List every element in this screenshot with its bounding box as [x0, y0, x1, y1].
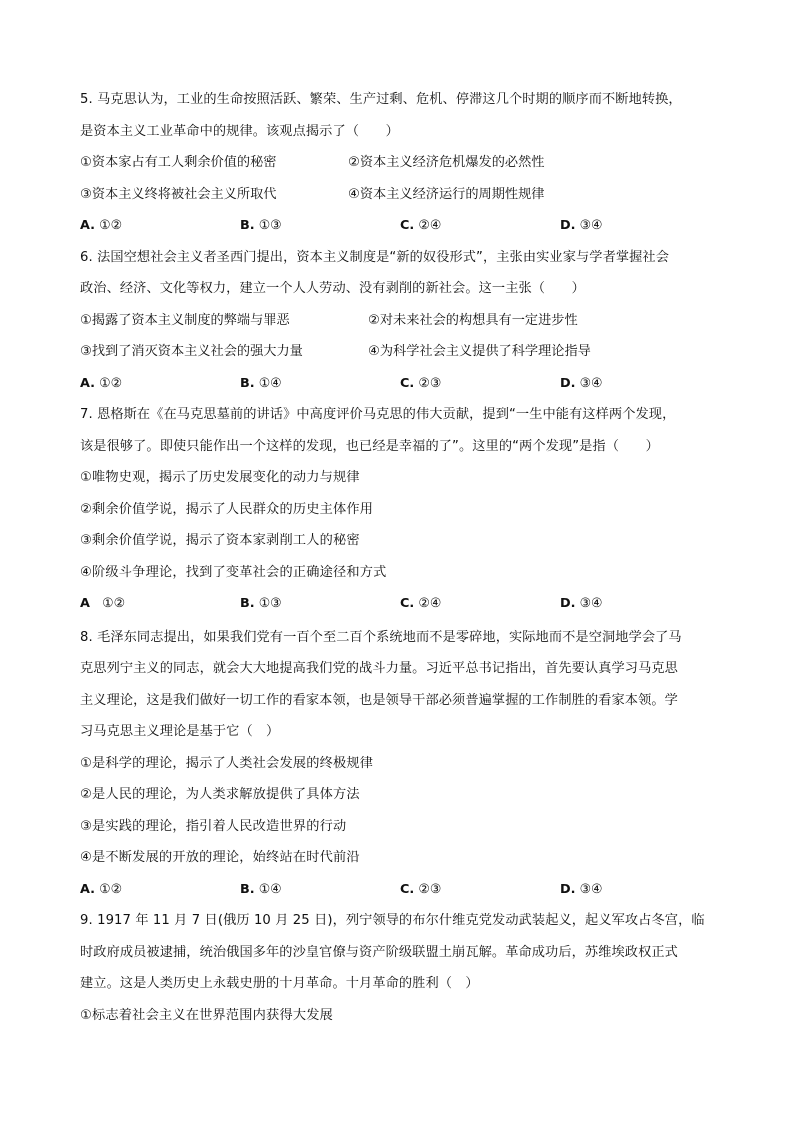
question-stem [80, 622, 720, 748]
stem-line: 习马克思主义理论是基于它（ ） [80, 724, 280, 739]
stem-line: 5. 马克思认为，工业的生命按照活跃、繁荣、生产过剩、危机、停滞这几个时期的顺序而不断地转换， [80, 92, 682, 107]
choice-text: ③④ [579, 596, 603, 611]
answer-choices [80, 210, 720, 242]
choice-letter: B. [240, 881, 255, 897]
question-8 [80, 622, 720, 906]
option-1: ①揭露了资本主义制度的弊端与罪恶 [80, 312, 290, 328]
question-9 [80, 905, 720, 1031]
option-2: ②剩余价值学说，揭示了人民群众的历史主体作用 [80, 501, 374, 517]
choice-c[interactable] [400, 588, 560, 620]
choice-letter: A. [80, 375, 96, 391]
answer-choices [80, 874, 720, 906]
stem-line: 主义理论，这是我们做好一切工作的看家本领，也是领导干部必须普遍掌握的工作制胜的看家本领。学 [80, 692, 678, 708]
choice-text: ③④ [579, 375, 603, 391]
choice-b[interactable] [240, 210, 400, 242]
option-4: ④资本主义经济运行的周期性规律 [348, 186, 545, 202]
choice-text: ①④ [258, 881, 282, 897]
choice-c[interactable] [400, 210, 560, 242]
choice-d[interactable] [560, 588, 720, 620]
choice-text: ①② [99, 375, 123, 391]
option-2: ②是人民的理论，为人类求解放提供了具体方法 [80, 787, 360, 802]
choice-b[interactable] [240, 368, 400, 400]
question-stem [80, 399, 720, 462]
choice-text: ①② [99, 881, 123, 897]
option-1: ①资本家占有工人剩余价值的秘密 [80, 155, 277, 170]
choice-b[interactable] [240, 588, 400, 620]
choice-text: ②④ [418, 596, 442, 611]
choice-text: ③④ [579, 881, 603, 897]
option-3: ③剩余价值学说，揭示了资本家剥削工人的秘密 [80, 533, 360, 548]
stem-line: 6. 法国空想社会主义者圣西门提出，资本主义制度是“新的奴役形式”，主张由实业家与学者掌握社会 [80, 249, 670, 265]
option-1: ①标志着社会主义在世界范围内获得大发展 [80, 1007, 333, 1023]
choice-letter: A. [80, 218, 96, 233]
stem-line: 7. 恩格斯在《在马克思墓前的讲话》中高度评价马克思的伟大贡献，提到“一生中能有这样两个发现， [80, 407, 676, 422]
option-row [80, 179, 720, 211]
exam-page [80, 84, 720, 1031]
option-row [80, 336, 720, 368]
choice-letter: C. [400, 218, 415, 233]
choice-b[interactable] [240, 874, 400, 906]
option-2: ②资本主义经济危机爆发的必然性 [348, 155, 545, 170]
option-1: ①是科学的理论，揭示了人类社会发展的终极规律 [80, 755, 374, 771]
choice-letter: C. [400, 375, 415, 391]
choice-c[interactable] [400, 368, 560, 400]
stem-line: 时政府成员被逮捕，统治俄国多年的沙皇官僚与资产阶级联盟土崩瓦解。革命成功后，苏维埃政权正式 [80, 944, 678, 960]
option-4: ④为科学社会主义提供了科学理论指导 [368, 344, 591, 359]
option-3: ③找到了消灭资本主义社会的强大力量 [80, 344, 303, 359]
choice-letter: D. [560, 881, 576, 897]
choice-d[interactable] [560, 210, 720, 242]
choice-c[interactable] [400, 874, 560, 906]
stem-line: 建立。这是人类历史上永载史册的十月革命。十月革命的胜利（ ） [80, 976, 479, 991]
choice-letter: B. [240, 218, 255, 233]
question-6 [80, 242, 720, 400]
option-1: ①唯物史观，揭示了历史发展变化的动力与规律 [80, 470, 360, 485]
option-4: ④阶级斗争理论，找到了变革社会的正确途径和方式 [80, 564, 387, 580]
choice-text: ③④ [579, 218, 603, 233]
answer-choices [80, 368, 720, 400]
option-2: ②对未来社会的构想具有一定进步性 [368, 312, 578, 328]
option-3: ③资本主义终将被社会主义所取代 [80, 186, 277, 202]
option-4: ④是不断发展的开放的理论，始终站在时代前沿 [80, 850, 360, 865]
stem-line: 是资本主义工业革命中的规律。该观点揭示了（ ） [80, 123, 399, 139]
choice-text: ①② [99, 218, 123, 233]
choice-text: ①④ [258, 375, 282, 391]
choice-text: ①③ [258, 596, 282, 611]
choice-letter: A. [80, 881, 96, 897]
choice-a[interactable] [80, 588, 240, 620]
choice-letter: C. [400, 881, 415, 897]
option-3: ③是实践的理论，指引着人民改造世界的行动 [80, 818, 347, 834]
choice-a[interactable] [80, 368, 240, 400]
choice-text: ②④ [418, 218, 442, 233]
choice-text: ②③ [418, 375, 442, 391]
choice-letter: D. [560, 218, 576, 233]
choice-text: ②③ [418, 881, 442, 897]
question-stem [80, 905, 720, 1000]
question-stem [80, 242, 720, 305]
choice-letter: A [80, 596, 90, 611]
choice-letter: D. [560, 596, 576, 611]
question-7 [80, 399, 720, 620]
choice-letter: B. [240, 596, 255, 611]
choice-letter: D. [560, 375, 576, 391]
stem-line: 9. 1917 年 11 月 7 日(俄历 10 月 25 日)，列宁领导的布尔什维克党发动武装起义，起义军攻占冬宫，临 [80, 913, 705, 928]
question-5 [80, 84, 720, 242]
answer-choices [80, 588, 720, 620]
choice-letter: B. [240, 375, 255, 391]
choice-text: ①③ [258, 218, 282, 233]
choice-d[interactable] [560, 368, 720, 400]
stem-line: 该是很够了。即使只能作出一个这样的发现，也已经是幸福的了”。这里的“两个发现”是指（ ） [80, 438, 659, 454]
option-row [80, 147, 720, 179]
choice-a[interactable] [80, 874, 240, 906]
option-row [80, 305, 720, 337]
question-stem [80, 84, 720, 147]
stem-line: 8. 毛泽东同志提出，如果我们党有一百个至二百个系统地而不是零碎地，实际地而不是空洞地学会了马 [80, 629, 682, 645]
choice-letter: C. [400, 596, 415, 611]
stem-line: 政治、经济、文化等权力，建立一个人人劳动、没有剥削的新社会。这一主张（ ） [80, 281, 585, 296]
choice-a[interactable] [80, 210, 240, 242]
choice-d[interactable] [560, 874, 720, 906]
stem-line: 克思列宁主义的同志，就会大大地提高我们党的战斗力量。习近平总书记指出，首先要认真学习马克思 [80, 661, 678, 676]
choice-text: ①② [102, 596, 126, 611]
